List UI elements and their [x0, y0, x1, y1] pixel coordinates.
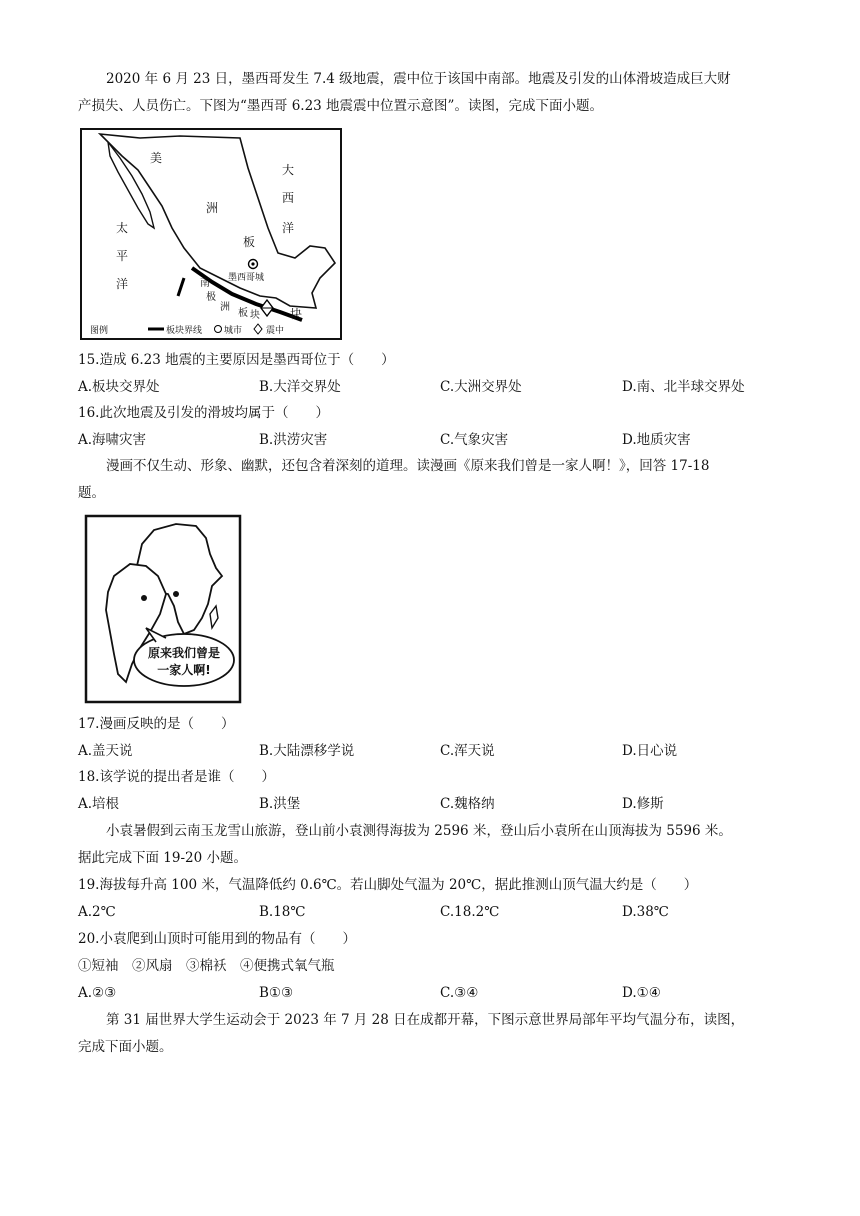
map-label-zhou: 洲	[206, 201, 219, 215]
map-label-xi: 西	[282, 191, 295, 205]
question-16-stem: 16.此次地震及引发的滑坡均属于（ ）	[78, 405, 329, 421]
map-label-yang: 洋	[282, 221, 295, 235]
map-label-kuai: 块	[290, 307, 303, 321]
q17-option-d: D.日心说	[622, 743, 678, 759]
q16-option-c: C.气象灾害	[440, 432, 509, 448]
q16-option-d: D.地质灾害	[622, 432, 691, 448]
q15-option-b: B.大洋交界处	[259, 379, 341, 395]
map-label-zhou2: 洲	[220, 302, 230, 313]
africa-eye	[173, 591, 179, 597]
q18-option-b: B.洪堡	[259, 796, 301, 812]
map-label-mei: 美	[150, 151, 163, 165]
question-20-stem: 20.小袁爬到山顶时可能用到的物品有（ ）	[78, 931, 356, 947]
map-label-ban2: 板	[238, 308, 248, 319]
q15-option-c: C.大洲交界处	[440, 379, 522, 395]
map-label-nan: 南	[200, 278, 210, 289]
bubble-text-line-1: 原来我们曾是	[147, 646, 221, 660]
intro-paragraph-2-line-2: 题。	[78, 485, 105, 501]
q18-option-c: C.魏格纳	[440, 796, 495, 812]
intro-paragraph-2-line-1: 漫画不仅生动、形象、幽默，还包含着深刻的道理。读漫画《原来我们曾是一家人啊！》，回答 17-18	[106, 458, 710, 474]
q19-option-a: A.2℃	[78, 904, 116, 920]
intro-paragraph-3-line-2: 据此完成下面 19-20 小题。	[78, 850, 248, 866]
q15-option-d: D.南、北半球交界处	[622, 379, 745, 395]
intro-paragraph-1-line-1: 2020 年 6 月 23 日，墨西哥发生 7.4 级地震，震中位于该国中南部。地震及引发的山体滑坡造成巨大财	[106, 71, 731, 87]
q20-option-c: C.③④	[440, 985, 479, 1001]
mexico-city-marker	[249, 260, 258, 269]
map-label-ji: 极	[206, 292, 216, 303]
question-20-items: ①短袖 ②风扇 ③棉袄 ④便携式氧气瓶	[78, 958, 335, 974]
map-label-tai: 太	[116, 221, 129, 235]
speech-bubble	[134, 634, 234, 686]
map-label-ban: 板	[243, 235, 256, 249]
question-15-stem: 15.造成 6.23 地震的主要原因是墨西哥位于（ ）	[78, 352, 395, 368]
intro-paragraph-3-line-1: 小袁暑假到云南玉龙雪山旅游，登山前小袁测得海拔为 2596 米，登山后小袁所在山顶海拔为 5596 米。	[106, 823, 732, 839]
legend-city-symbol	[215, 326, 222, 333]
question-19-stem: 19.海拔每升高 100 米，气温降低约 0.6℃。若山脚处气温为 20℃，据此推测山顶气温大约是（ ）	[78, 877, 698, 893]
q19-option-d: D.38℃	[622, 904, 669, 920]
q16-option-a: A.海啸灾害	[78, 432, 147, 448]
map-label-yang2: 洋	[116, 277, 129, 291]
map-label-ping: 平	[116, 249, 129, 263]
legend-title: 图例	[90, 326, 109, 336]
q19-option-c: C.18.2℃	[440, 904, 500, 920]
q20-option-b: B①③	[259, 985, 294, 1001]
intro-paragraph-1-line-2: 产损失、人员伤亡。下图为“墨西哥 6.23 地震震中位置示意图”。读图，完成下面小题。	[78, 98, 603, 114]
q15-option-a: A.板块交界处	[78, 379, 160, 395]
q17-option-b: B.大陆漂移学说	[259, 743, 355, 759]
q20-option-a: A.②③	[78, 985, 117, 1001]
mexico-earthquake-map	[80, 128, 342, 340]
map-label-city: 墨西哥城	[228, 273, 265, 283]
q18-option-a: A.培根	[78, 796, 120, 812]
intro-paragraph-4-line-1: 第 31 届世界大学生运动会于 2023 年 7 月 28 日在成都开幕，下图示意世界局部年平均气温分布，读图，	[106, 1012, 745, 1028]
q18-option-d: D.修斯	[622, 796, 664, 812]
legend-boundary-label: 板块界线	[166, 326, 203, 336]
map-label-da: 大	[282, 163, 295, 177]
map-label-kuai2: 块	[250, 310, 260, 321]
bubble-text-line-2: 一家人啊!	[157, 663, 211, 677]
legend-city-label: 城市	[224, 326, 243, 336]
q17-option-a: A.盖天说	[78, 743, 133, 759]
question-17-stem: 17.漫画反映的是（ ）	[78, 716, 235, 732]
q16-option-b: B.洪涝灾害	[259, 432, 328, 448]
q20-option-d: D.①④	[622, 985, 661, 1001]
south-america-eye	[141, 595, 147, 601]
continents-cartoon	[84, 514, 242, 704]
q19-option-b: B.18℃	[259, 904, 306, 920]
intro-paragraph-4-line-2: 完成下面小题。	[78, 1039, 173, 1055]
question-18-stem: 18.该学说的提出者是谁（ ）	[78, 769, 275, 785]
legend-epicenter-label: 震中	[266, 326, 285, 336]
q17-option-c: C.浑天说	[440, 743, 495, 759]
